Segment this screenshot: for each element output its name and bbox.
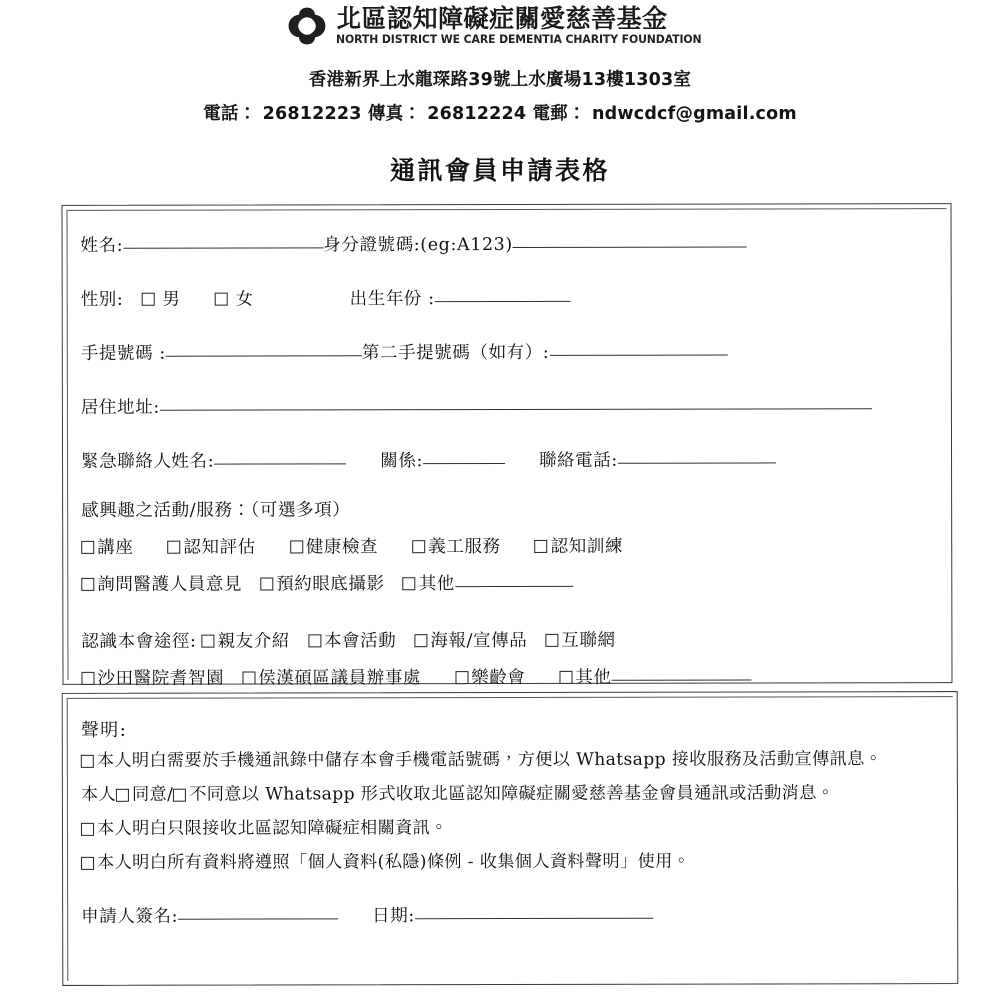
page-title: 通訊會員申請表格 bbox=[389, 156, 610, 185]
source-option-our-activity[interactable] bbox=[308, 627, 396, 652]
source-option-poster-label: 海報/宣傳品 bbox=[430, 630, 528, 652]
birth-year-label: 出生年份 : bbox=[349, 289, 435, 310]
source-options-row-2 bbox=[81, 663, 937, 690]
org-name-chinese: 北區認知障礙症關愛慈善基金 bbox=[336, 4, 668, 34]
checkbox-icon[interactable] bbox=[559, 671, 572, 684]
checkbox-icon[interactable] bbox=[214, 293, 227, 306]
checkbox-icon[interactable] bbox=[403, 577, 416, 590]
declaration-item-1 bbox=[81, 746, 943, 776]
interest-option-other-label: 其他 bbox=[418, 574, 455, 595]
id-number-label: 身分證號碼:(eg:A123) bbox=[323, 234, 513, 256]
checkbox-icon[interactable] bbox=[81, 856, 94, 869]
checkbox-icon[interactable] bbox=[414, 634, 427, 647]
residential-address-input[interactable] bbox=[160, 408, 872, 410]
gender-label: 性別: bbox=[80, 289, 124, 310]
quatrefoil-logo-icon bbox=[287, 6, 327, 46]
declaration-heading: 聲明: bbox=[80, 719, 128, 741]
checkbox-icon[interactable] bbox=[308, 634, 321, 647]
organization-logo bbox=[0, 6, 1000, 46]
source-options-row-1 bbox=[81, 626, 937, 653]
checkbox-icon[interactable] bbox=[81, 823, 94, 836]
checkbox-icon[interactable] bbox=[202, 635, 215, 648]
contact-phone-input[interactable] bbox=[618, 462, 776, 463]
source-option-district-councillor-office-label: 侯漢碩區議員辦事處 bbox=[258, 668, 422, 689]
source-option-poster[interactable] bbox=[414, 627, 527, 652]
relationship-input[interactable] bbox=[423, 463, 505, 464]
source-option-other-label: 其他 bbox=[575, 667, 612, 688]
source-option-elderly-association[interactable] bbox=[455, 664, 525, 689]
source-other-input[interactable] bbox=[612, 679, 752, 680]
declaration-item-2-prefix: 本人 bbox=[80, 784, 117, 805]
checkbox-icon[interactable] bbox=[455, 671, 468, 684]
interest-option-talk[interactable] bbox=[81, 534, 133, 559]
emergency-contact-name-input[interactable] bbox=[214, 463, 346, 464]
checkbox-icon[interactable] bbox=[141, 293, 154, 306]
source-option-district-councillor-office[interactable] bbox=[242, 664, 421, 689]
id-number-input[interactable] bbox=[513, 246, 747, 247]
interest-option-health-check-label: 健康檢查 bbox=[305, 537, 379, 558]
checkbox-icon[interactable] bbox=[81, 755, 94, 768]
source-option-shatin-hospital-label: 沙田醫院耆智園 bbox=[97, 668, 225, 689]
source-option-our-activity-label: 本會活動 bbox=[323, 631, 397, 652]
source-option-shatin-hospital[interactable] bbox=[81, 665, 224, 690]
interest-section-label: 感興趣之活動/服務：（可選多項） bbox=[81, 500, 351, 521]
declaration-item-1-text: 本人明白需要於手機通訊錄中儲存本會手機電話號碼，方便以 Whatsapp 接收服務及活動宣傳訊息。 bbox=[96, 749, 883, 771]
birth-year-input[interactable] bbox=[435, 301, 571, 302]
interest-other-input[interactable] bbox=[455, 586, 573, 587]
date-label: 日期: bbox=[372, 906, 415, 927]
interest-option-health-check[interactable] bbox=[290, 533, 378, 558]
declaration-item-3 bbox=[81, 814, 943, 844]
row-emergency-contact bbox=[81, 446, 937, 473]
emergency-contact-name-label: 緊急聯絡人姓名: bbox=[81, 451, 215, 472]
checkbox-icon[interactable] bbox=[116, 789, 129, 802]
source-option-referral-label: 親友介紹 bbox=[217, 631, 290, 652]
interest-options-row-1 bbox=[81, 532, 937, 559]
signature-input[interactable] bbox=[178, 919, 338, 920]
date-input[interactable] bbox=[415, 918, 653, 919]
relationship-label: 關係: bbox=[380, 451, 423, 472]
interest-option-cognitive-training-label: 認知訓練 bbox=[550, 536, 624, 557]
row-gender-birthyear bbox=[81, 284, 937, 311]
interest-option-ask-medical-staff[interactable] bbox=[81, 571, 242, 596]
declaration-item-4-text: 本人明白所有資料將遵照「個人資料(私隱)條例 - 收集個人資料聲明」使用。 bbox=[97, 851, 691, 873]
declaration-item-2-agree-label: 同意 bbox=[131, 784, 168, 805]
personal-particulars-box bbox=[61, 203, 952, 689]
declaration-item-4 bbox=[81, 848, 943, 878]
interest-option-ask-medical-staff-label: 詢問醫護人員意見 bbox=[97, 574, 243, 595]
row-name-id bbox=[81, 230, 937, 257]
declaration-box bbox=[62, 691, 959, 986]
checkbox-icon[interactable] bbox=[545, 634, 558, 647]
checkbox-icon[interactable] bbox=[535, 540, 548, 553]
checkbox-icon[interactable] bbox=[260, 577, 273, 590]
interest-option-volunteer[interactable] bbox=[412, 533, 500, 558]
declaration-item-2-suffix: 以 Whatsapp 形式收取北區認知障礙症關愛慈善基金會員通訊或活動消息。 bbox=[241, 783, 835, 805]
gender-option-female[interactable] bbox=[214, 286, 253, 311]
contact-phone-label: 聯絡電話: bbox=[538, 450, 618, 471]
mobile-label: 手提號碼 : bbox=[80, 343, 166, 364]
checkbox-icon[interactable] bbox=[81, 541, 94, 554]
interest-option-cognitive-assessment[interactable] bbox=[167, 534, 255, 559]
office-address: 香港新界上水龍琛路39號上水廣場13樓1303室 bbox=[308, 70, 692, 90]
mobile-input[interactable] bbox=[166, 355, 362, 356]
row-address bbox=[81, 392, 937, 419]
row-signature-date bbox=[81, 902, 943, 929]
gender-option-male[interactable] bbox=[141, 286, 180, 311]
interest-option-fundus-photography[interactable] bbox=[260, 570, 385, 595]
checkbox-icon[interactable] bbox=[242, 672, 255, 685]
checkbox-icon[interactable] bbox=[167, 541, 180, 554]
declaration-item-2-disagree-label: 不同意 bbox=[189, 784, 242, 805]
interest-option-other[interactable] bbox=[403, 570, 455, 595]
source-option-elderly-association-label: 樂齡會 bbox=[471, 667, 526, 689]
checkbox-icon[interactable] bbox=[412, 540, 425, 553]
checkbox-icon[interactable] bbox=[290, 540, 303, 553]
contact-block bbox=[0, 66, 1000, 125]
checkbox-icon[interactable] bbox=[81, 578, 94, 591]
declaration-item-3-text: 本人明白只限接收北區認知障礙症相關資訊。 bbox=[96, 817, 448, 839]
interest-option-cognitive-assessment-label: 認知評估 bbox=[183, 537, 256, 558]
checkbox-icon[interactable] bbox=[173, 789, 186, 802]
secondary-mobile-input[interactable] bbox=[549, 355, 727, 356]
source-option-internet[interactable] bbox=[545, 627, 615, 652]
name-input[interactable] bbox=[123, 247, 323, 248]
interest-options-row-2 bbox=[81, 569, 937, 596]
interest-option-talk-label: 講座 bbox=[97, 537, 134, 558]
gender-option-female-label: 女 bbox=[235, 289, 254, 310]
secondary-mobile-label: 第二手提號碼（如有）: bbox=[361, 342, 550, 364]
signature-label: 申請人簽名: bbox=[81, 907, 179, 928]
interest-option-fundus-photography-label: 預約眼底攝影 bbox=[276, 574, 385, 595]
row-mobile bbox=[81, 338, 937, 365]
source-option-referral[interactable] bbox=[201, 627, 289, 652]
checkbox-icon[interactable] bbox=[81, 672, 94, 685]
residential-address-label: 居住地址: bbox=[80, 397, 160, 418]
declaration-item-2 bbox=[81, 780, 943, 810]
org-name-english: NORTH DISTRICT WE CARE DEMENTIA CHARITY FOUNDATION bbox=[336, 33, 702, 47]
gender-option-male-label: 男 bbox=[162, 289, 181, 310]
document-header bbox=[0, 0, 1000, 187]
declaration-item-2-separator: / bbox=[167, 784, 174, 805]
interest-option-volunteer-label: 義工服務 bbox=[428, 537, 501, 558]
contact-line: 電話： 26812223 傳真： 26812224 電郵： ndwcdcf@gmail.com bbox=[203, 104, 797, 124]
name-label: 姓名: bbox=[80, 235, 124, 256]
source-section-label: 認識本會途徑: bbox=[81, 631, 197, 652]
source-option-internet-label: 互聯網 bbox=[561, 630, 616, 651]
interest-option-cognitive-training[interactable] bbox=[535, 533, 623, 558]
source-option-other[interactable] bbox=[559, 664, 611, 689]
